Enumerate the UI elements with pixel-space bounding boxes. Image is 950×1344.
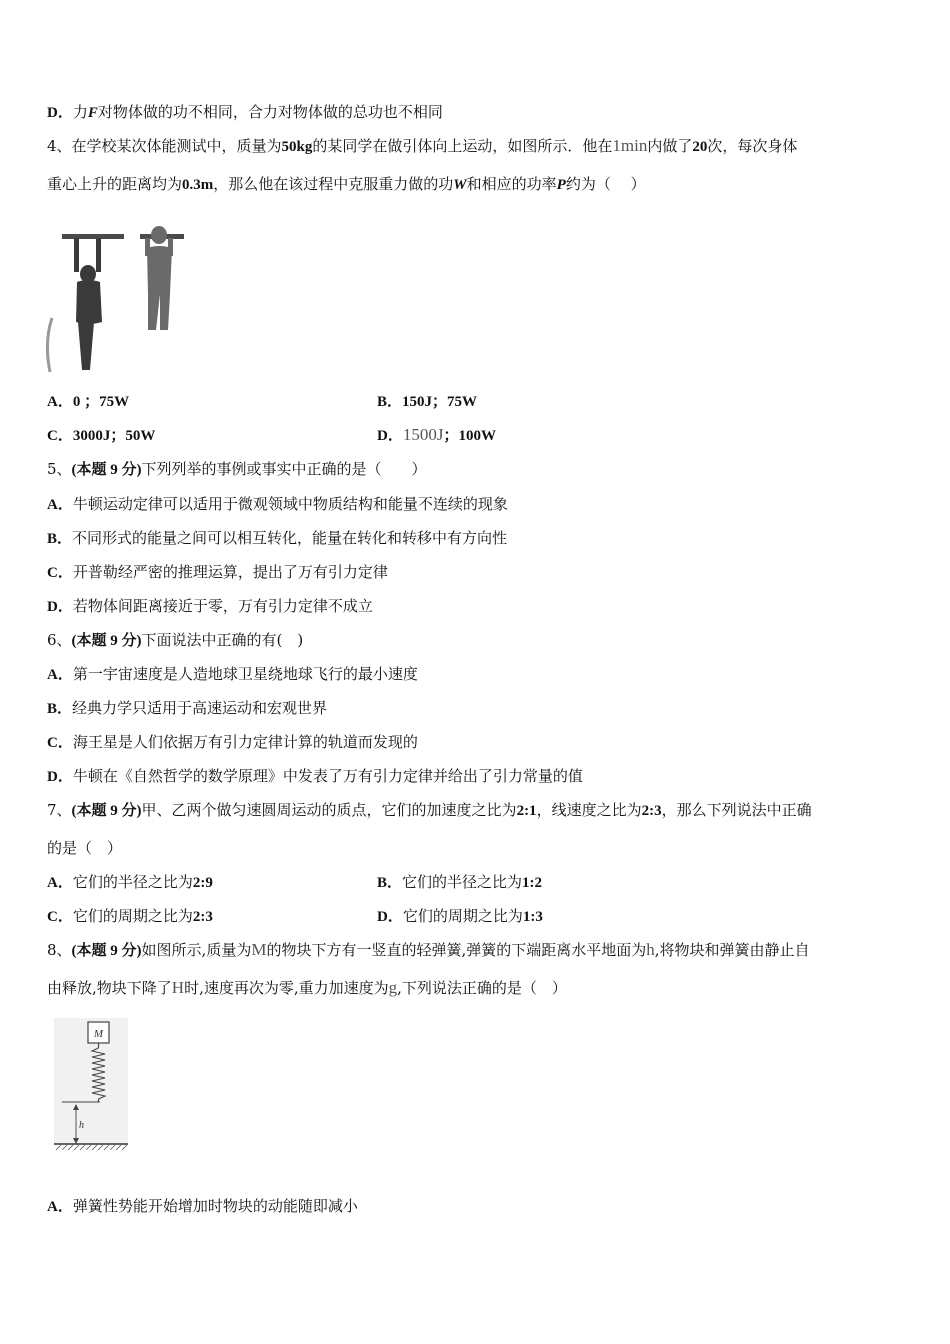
ground-hatching bbox=[56, 1145, 127, 1150]
height-h-label: h bbox=[79, 1120, 84, 1131]
spring-block-figure bbox=[52, 1018, 130, 1152]
q4-option-d: D．1500J；100W bbox=[377, 425, 496, 444]
q7-stem-line-1: 7、(本题 9 分)甲、乙两个做匀速圆周运动的质点，它们的加速度之比为2:1，线速度之比为2:3，那么下列说法中正确 bbox=[47, 801, 812, 819]
q6-stem: 6、(本题 9 分)下面说法中正确的有( ) bbox=[47, 631, 304, 649]
q8-option-a: A．弹簧性势能开始增加时物块的动能随即减小 bbox=[47, 1197, 358, 1215]
q8-stem-line-2: 由释放,物块下降了H时,速度再次为零,重力加速度为g,下列说法正确的是（ ） bbox=[47, 978, 567, 997]
q5-option-c: C．开普勒经严密的推理运算，提出了万有引力定律 bbox=[47, 563, 388, 581]
q7-option-d: D．它们的周期之比为1:3 bbox=[377, 907, 543, 925]
q5-option-b: B．不同形式的能量之间可以相互转化，能量在转化和转移中有方向性 bbox=[47, 529, 508, 547]
q7-option-b: B．它们的半径之比为1:2 bbox=[377, 873, 543, 891]
q4-option-c: C．3000J；50W bbox=[47, 428, 156, 444]
q5-option-a: A．牛顿运动定律可以适用于微观领域中物质结构和能量不连续的现象 bbox=[47, 495, 508, 513]
q7-option-a: A．它们的半径之比为2:9 bbox=[47, 873, 213, 891]
q5-option-d: D．若物体间距离接近于零，万有引力定律不成立 bbox=[47, 597, 373, 615]
q4-stem-line-1: 4、在学校某次体能测试中，质量为50kg的某同学在做引体向上运动，如图所示．他在1min内做了20次，每次身体 bbox=[47, 136, 798, 155]
q6-option-d: D．牛顿在《自然哲学的数学原理》中发表了万有引力定律并给出了引力常量的值 bbox=[47, 767, 583, 785]
q3-option-d: D．力F对物体做的功不相同，合力对物体做的总功也不相同 bbox=[47, 103, 443, 121]
q6-option-c: C．海王星是人们依据万有引力定律计算的轨道而发现的 bbox=[47, 733, 418, 751]
side-object bbox=[47, 318, 52, 372]
bar-left bbox=[62, 234, 124, 239]
option-label: D． bbox=[47, 105, 73, 121]
q8-stem-line-1: 8、(本题 9 分)如图所示,质量为M的物块下方有一竖直的轻弹簧,弹簧的下端距离水平地面为h,将物块和弹簧由静止自 bbox=[47, 940, 810, 959]
pull-up-figure bbox=[44, 222, 189, 378]
q6-option-a: A．第一宇宙速度是人造地球卫星绕地球飞行的最小速度 bbox=[47, 665, 418, 683]
q5-stem: 5、(本题 9 分)下列列举的事例或事实中正确的是（ ） bbox=[47, 460, 427, 478]
q7-stem-line-2: 的是（ ） bbox=[47, 839, 123, 857]
q6-option-b: B．经典力学只适用于高速运动和宏观世界 bbox=[47, 699, 328, 717]
q4-stem-line-2: 重心上升的距离均为0.3m，那么他在该过程中克服重力做的功W和相应的功率P约为（ ） bbox=[47, 175, 646, 193]
hanging-person bbox=[74, 238, 102, 370]
block-m-label: M bbox=[93, 1028, 104, 1040]
q4-option-b: B．150J；75W bbox=[377, 394, 478, 410]
pulling-person bbox=[145, 226, 173, 330]
q7-option-c: C．它们的周期之比为2:3 bbox=[47, 907, 213, 925]
q4-option-a: A．0 ；75W bbox=[47, 394, 130, 410]
